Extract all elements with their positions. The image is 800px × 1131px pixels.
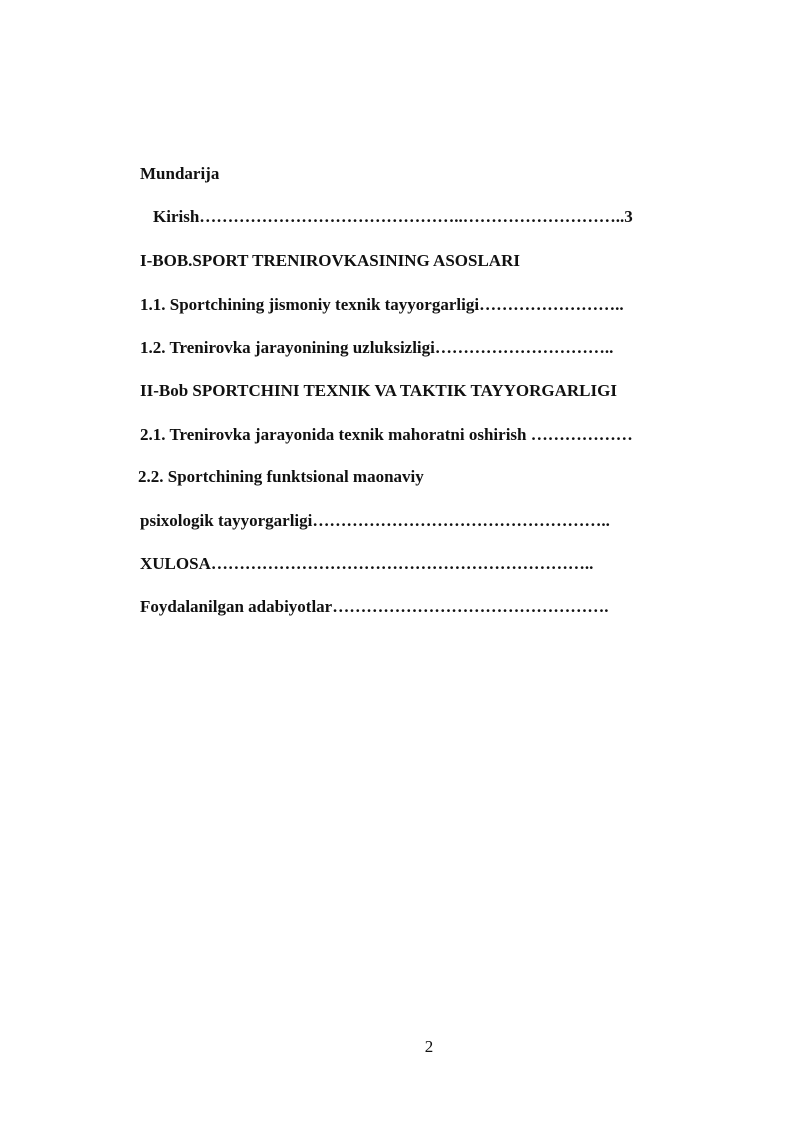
toc-entry-kirish: Kirish………………………………………..………………………..3	[153, 207, 633, 226]
toc-heading: Mundarija	[140, 164, 220, 183]
toc-entry-chapter-2: II-Bob SPORTCHINI TEXNIK VA TAKTIK TAYYORGARLIGI	[140, 381, 617, 400]
toc-entry-section-2-1: 2.1. Trenirovka jarayonida texnik mahoratni oshirish ………………	[140, 425, 633, 444]
toc-entry-xulosa: XULOSA…………………………………………………………..	[140, 554, 594, 573]
toc-entry-section-1-2: 1.2. Trenirovka jarayonining uzluksizligi…………………………..	[140, 338, 614, 357]
toc-entry-chapter-1: I-BOB.SPORT TRENIROVKASINING ASOSLARI	[140, 251, 520, 270]
page-number: 2	[424, 1037, 434, 1056]
toc-entry-section-2-2-continued: psixologik tayyorgarligi……………………………………………..	[140, 511, 610, 530]
toc-entry-references: Foydalanilgan adabiyotlar………………………………………….	[140, 597, 609, 616]
toc-entry-section-1-1: 1.1. Sportchining jismoniy texnik tayyorgarligi……………………..	[140, 295, 624, 314]
toc-entry-section-2-2: 2.2. Sportchining funktsional maonaviy	[138, 467, 424, 486]
